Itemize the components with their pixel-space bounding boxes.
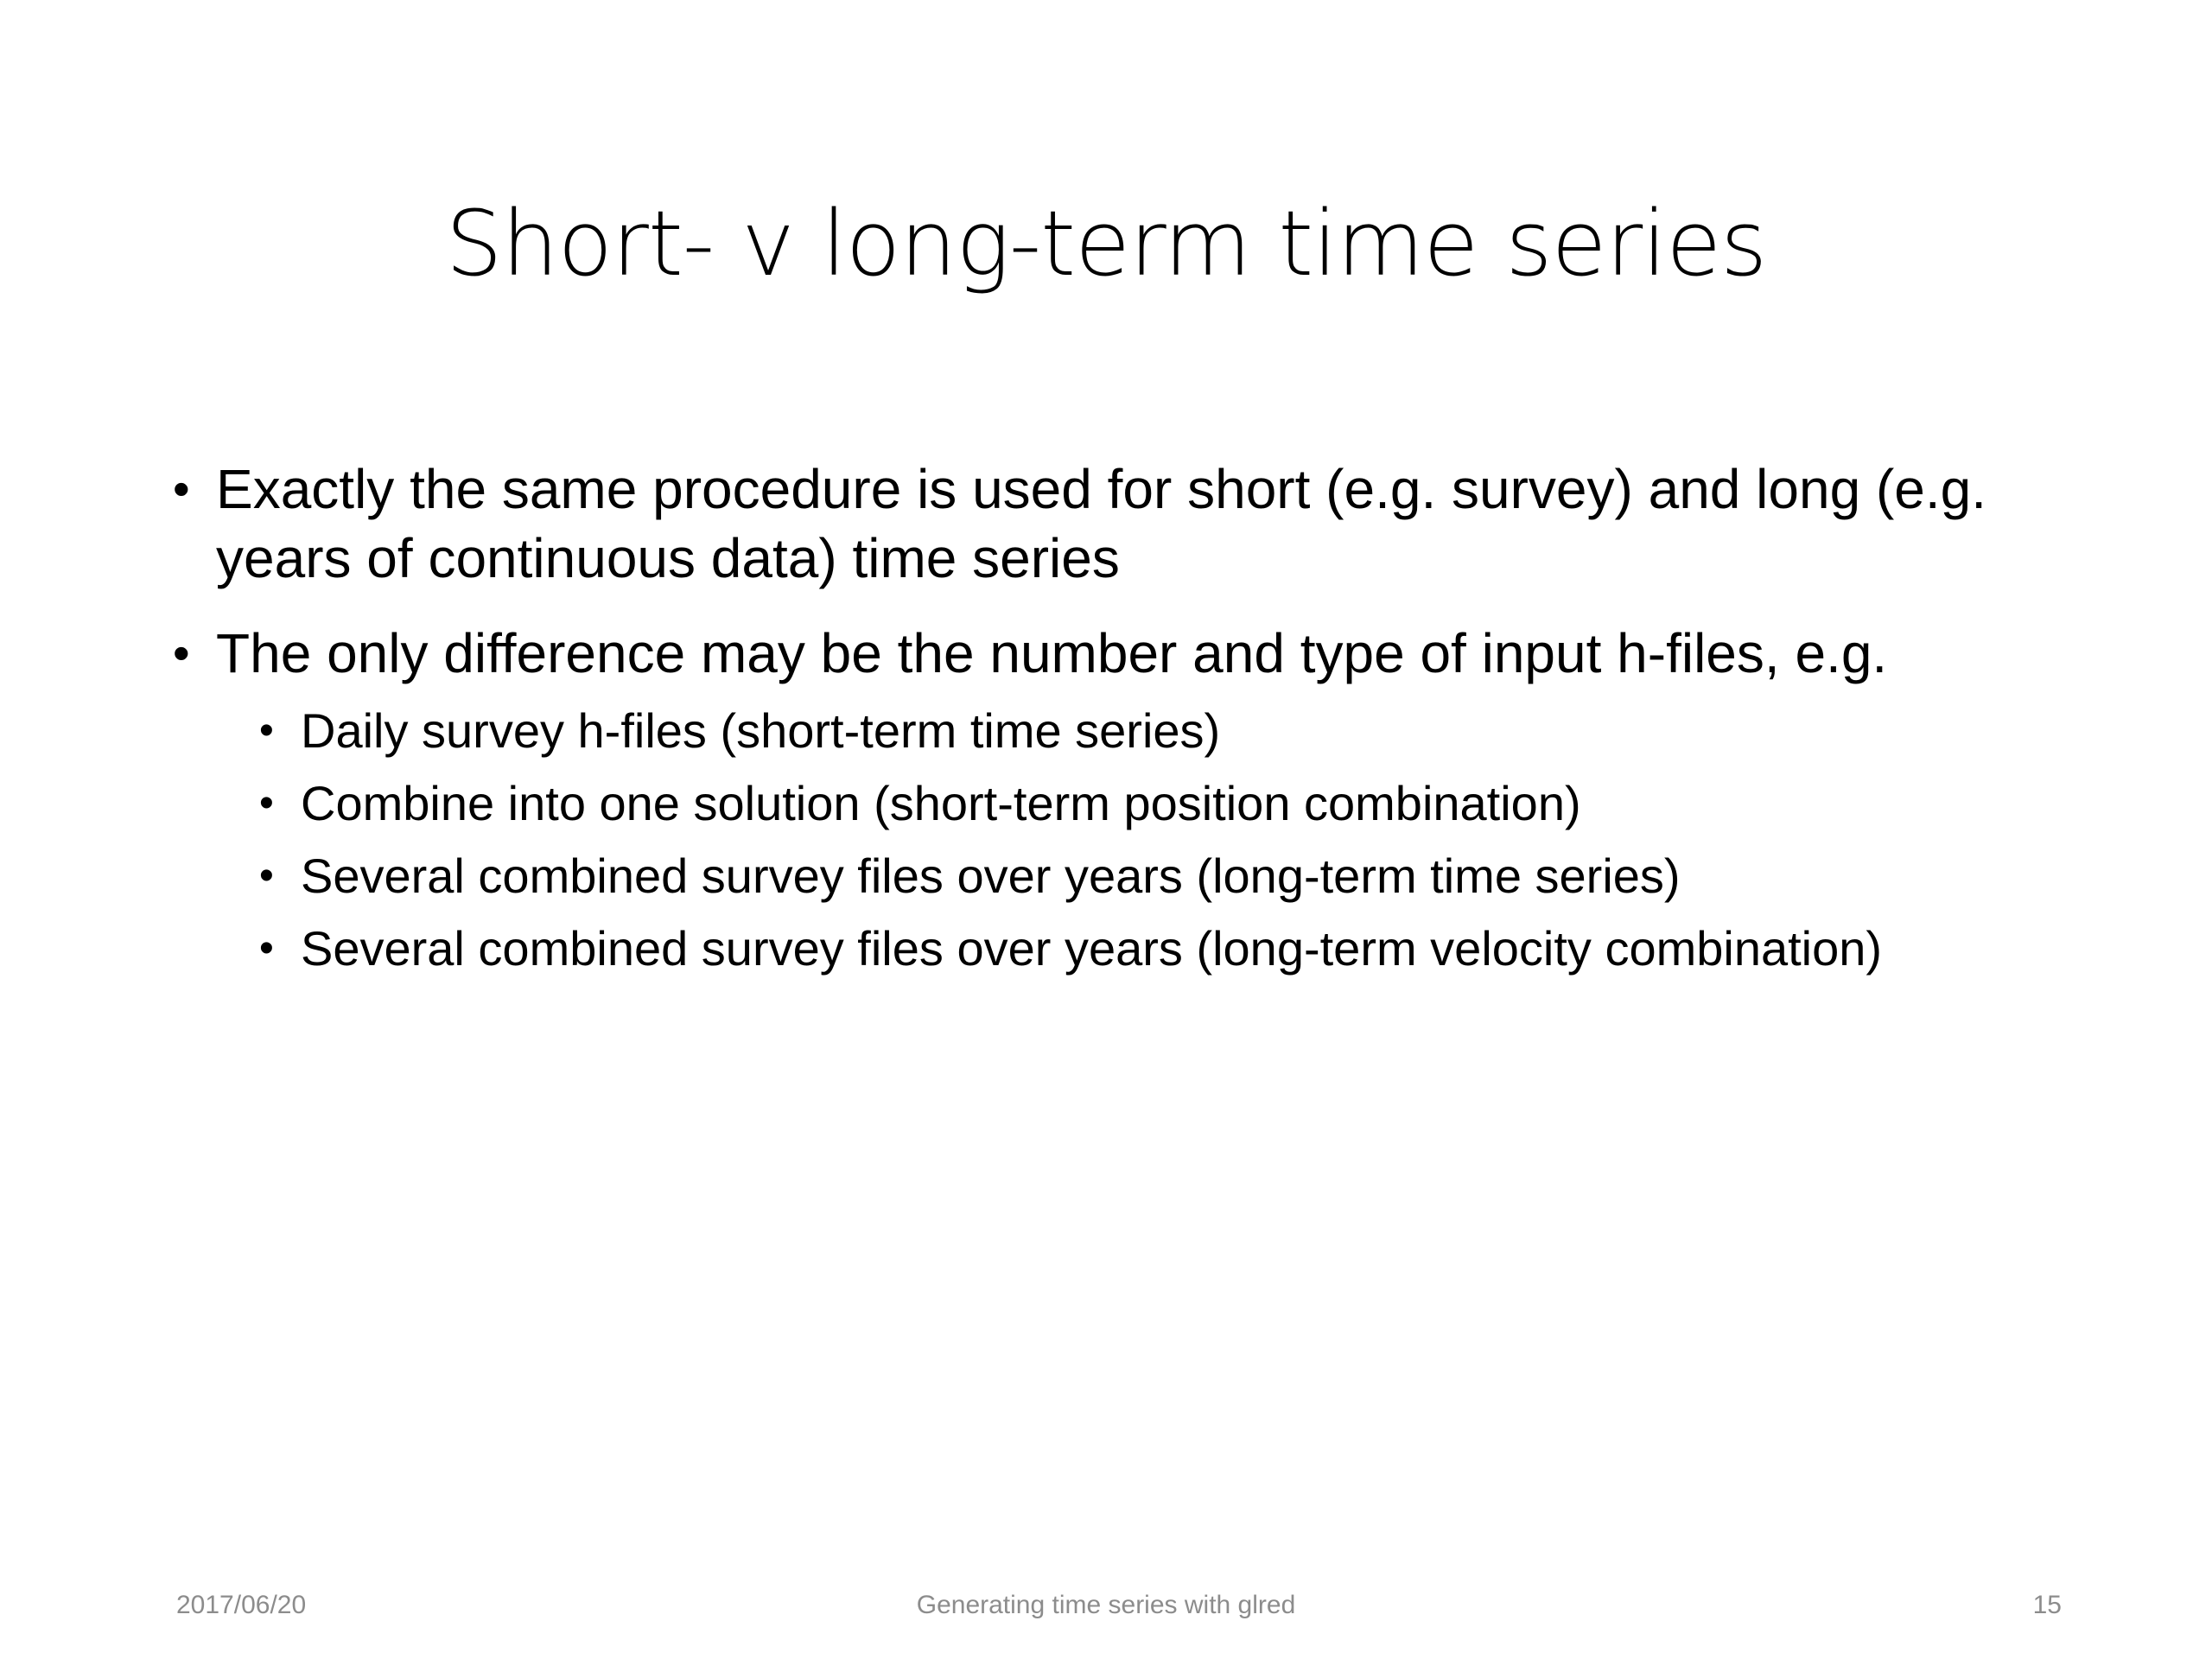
footer-date: 2017/06/20 bbox=[176, 1591, 307, 1619]
bullet-text: Exactly the same procedure is used for short (e.g. survey) and long (e.g. years of continuous data) time series bbox=[216, 458, 1986, 589]
footer-title: Generating time series with glred bbox=[916, 1591, 1296, 1619]
sub-bullet-text: Several combined survey files over years (long-term time series) bbox=[301, 849, 1681, 903]
sub-bullet-text: Several combined survey files over years (long-term velocity combination) bbox=[301, 921, 1883, 976]
footer-page-number: 15 bbox=[2032, 1591, 2062, 1619]
sub-bullet-list bbox=[173, 695, 2074, 985]
sub-bullet-dot-icon: • bbox=[259, 708, 274, 753]
slide-content bbox=[173, 454, 2074, 985]
bullet-dot-icon: • bbox=[173, 626, 190, 680]
sub-bullet-dot-icon: • bbox=[259, 853, 274, 899]
slide-title: Short- v long-term time series bbox=[445, 191, 1767, 296]
bullet-item bbox=[173, 454, 2074, 593]
sub-bullet-dot-icon: • bbox=[259, 780, 274, 826]
bullet-text: The only difference may be the number and type of input h-files, e.g. bbox=[216, 622, 1888, 684]
sub-bullet-text: Combine into one solution (short-term position combination) bbox=[301, 776, 1581, 830]
bullet-item bbox=[173, 619, 2074, 688]
bullet-dot-icon: • bbox=[173, 461, 190, 516]
sub-bullet-item bbox=[259, 840, 2074, 912]
sub-bullet-text: Daily survey h-files (short-term time series) bbox=[301, 703, 1221, 758]
sub-bullet-item bbox=[259, 695, 2074, 767]
sub-bullet-item bbox=[259, 767, 2074, 840]
sub-bullet-dot-icon: • bbox=[259, 925, 274, 971]
sub-bullet-item bbox=[259, 912, 2074, 985]
